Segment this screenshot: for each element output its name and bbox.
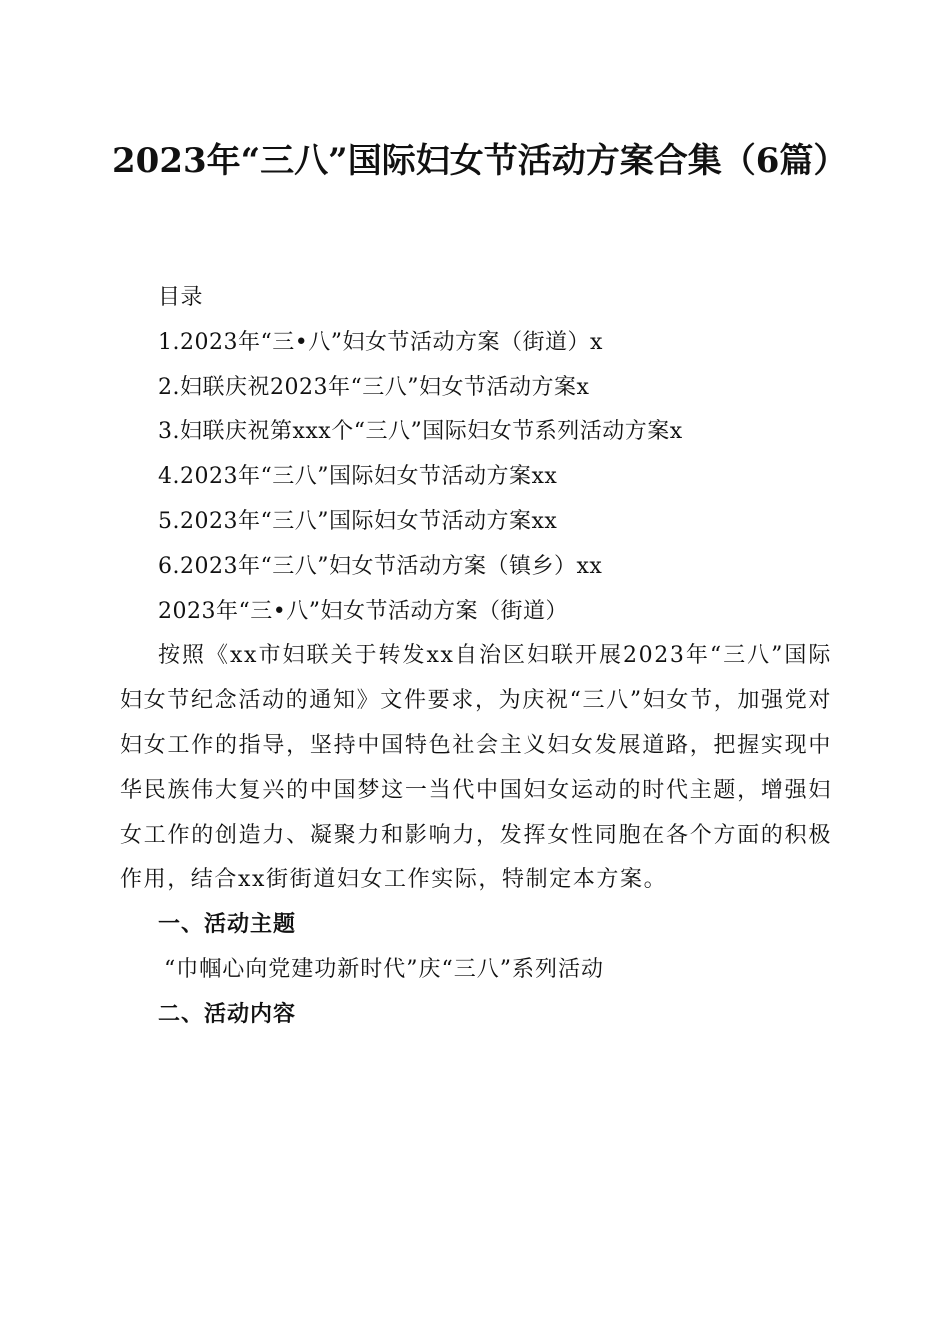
toc-item-2: 2.妇联庆祝2023年“三八”妇女节活动方案x [158, 374, 590, 400]
document-title: 2023年“三八”国际妇女节活动方案合集（6篇） [112, 141, 848, 181]
toc-item-5: 5.2023年“三八”国际妇女节活动方案xx [158, 508, 558, 534]
document-body [120, 276, 832, 1038]
toc-item-3: 3.妇联庆祝第xxx个“三八”国际妇女节系列活动方案x [158, 419, 683, 445]
toc-item-4: 4.2023年“三八”国际妇女节活动方案xx [158, 464, 558, 490]
activity-theme-text: “巾帼心向党建功新时代”庆“三八”系列活动 [164, 956, 604, 982]
toc-item-6: 6.2023年“三八”妇女节活动方案（镇乡）xx [158, 553, 603, 579]
intro-paragraph: 按照《xx市妇联关于转发xx自治区妇联开展2023年“三八”国际妇女节纪念活动的通知》文件要求，为庆祝“三八”妇女节，加强党对妇女工作的指导，坚持中国特色社会主义妇女发展道路，把握实现中华民族伟大复兴的中国梦这一当代中国妇女运动的时代主题，增强妇女工作的创造力、凝聚力和影响力，发挥女性同胞在各个方面的积极作用，结合xx街街道妇女工作实际，特制定本方案。 [120, 643, 832, 893]
section-title: 2023年“三•八”妇女节活动方案（街道） [158, 598, 568, 624]
heading-activity-content: 二、活动内容 [158, 1001, 297, 1027]
toc-item-1: 1.2023年“三•八”妇女节活动方案（街道）x [158, 329, 603, 355]
heading-activity-theme: 一、活动主题 [158, 912, 297, 938]
toc-heading: 目录 [158, 285, 204, 310]
